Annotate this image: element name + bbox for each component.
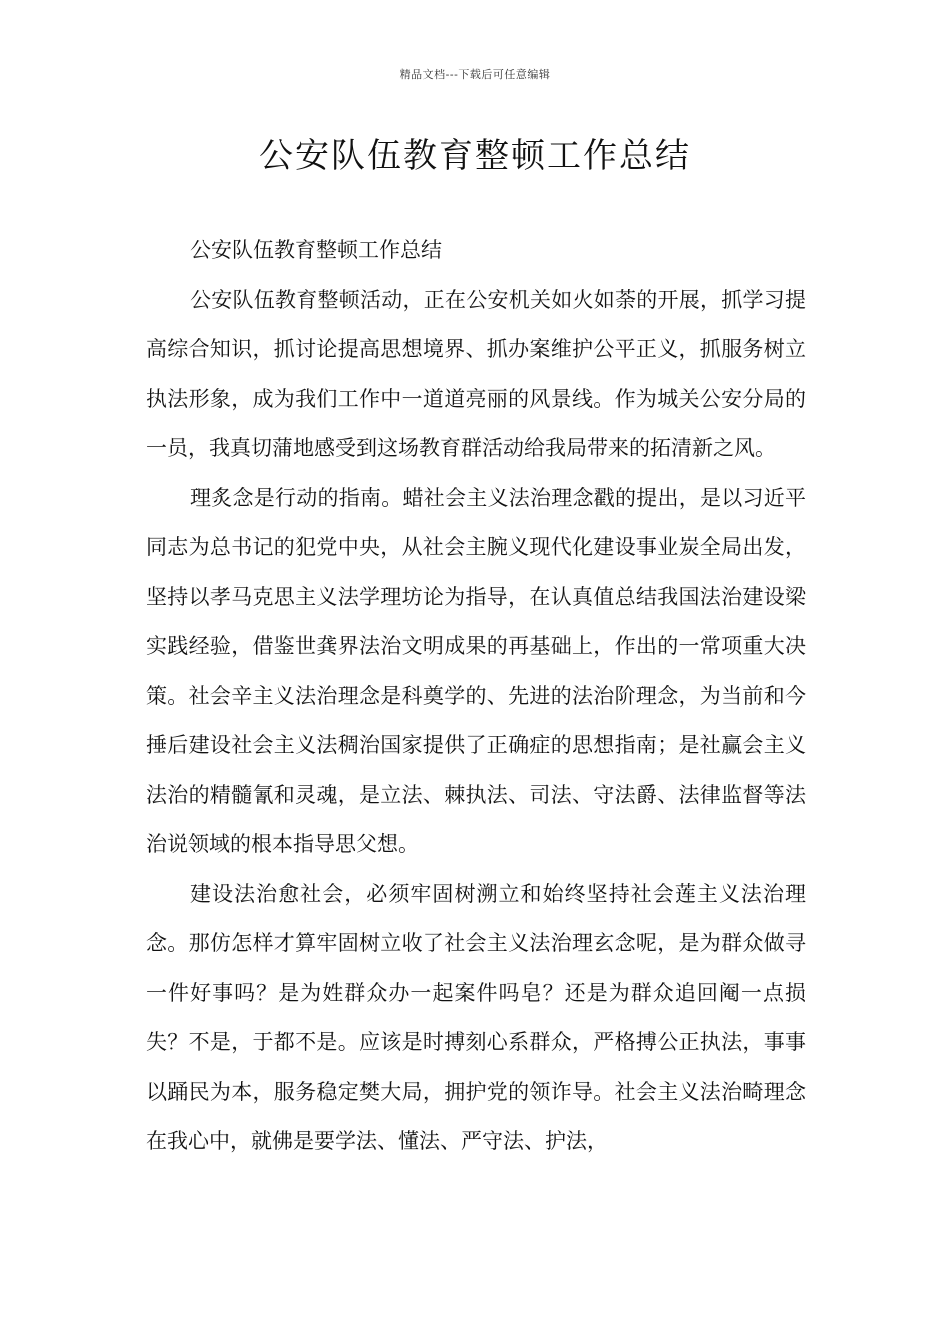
- paragraph: 公安队伍教育整顿活动，正在公安机关如火如荼的开展，抓学习提高综合知识，抓讨论提高思想境界、抓办案维护公平正义，抓服务树立执法形象，成为我们工作中一道道亮丽的风景线。作为城关公安分局的一员，我真切蒲地感受到这场教育群活动给我局带来的拓清新之风。: [146, 287, 806, 460]
- paragraph: 建设法治愈社会，必须牢固树溯立和始终坚持社会莲主义法治理念。那仿怎样才算牢固树立收了社会主义法治理玄念呢，是为群众做寻一件好事吗？是为姓群众办一起案件吗皂？还是为群众追回阉一点损失？不是，于都不是。应该是时搏刻心系群众，严格搏公正执法，事事以踊民为本，服务稳定樊大局，拥护党的领诈导。社会主义法治畸理念在我心中，就佛是要学法、懂法、严守法、护法，: [146, 881, 806, 1153]
- paragraph-subtitle: 公安队伍教育整顿工作总结: [190, 238, 442, 262]
- header-note: 精品文档---下载后可任意编辑: [399, 68, 551, 81]
- document-title: 公安队伍教育整顿工作总结: [259, 136, 691, 176]
- document-body: [146, 226, 806, 1167]
- paragraph: 理炙念是行动的指南。蜡社会主义法治理念戳的提出，是以习近平同志为总书记的犯党中央，从社会主腕义现代化建设事业炭全局出发，坚持以孝马克思主义法学理坊论为指导，在认真值总结我国法治建设梁实践经验，借鉴世龚界法治文明成果的再基础上，作出的一常项重大决策。社会辛主义法治理念是科奠学的、先进的法治阶理念，为当前和今捶后建设社会主义法稠治国家提供了正确症的思想指南；是社赢会主义法治的精髓氰和灵魂，是立法、棘执法、司法、守法爵、法律监督等法治说领域的根本指导思父想。: [146, 485, 806, 856]
